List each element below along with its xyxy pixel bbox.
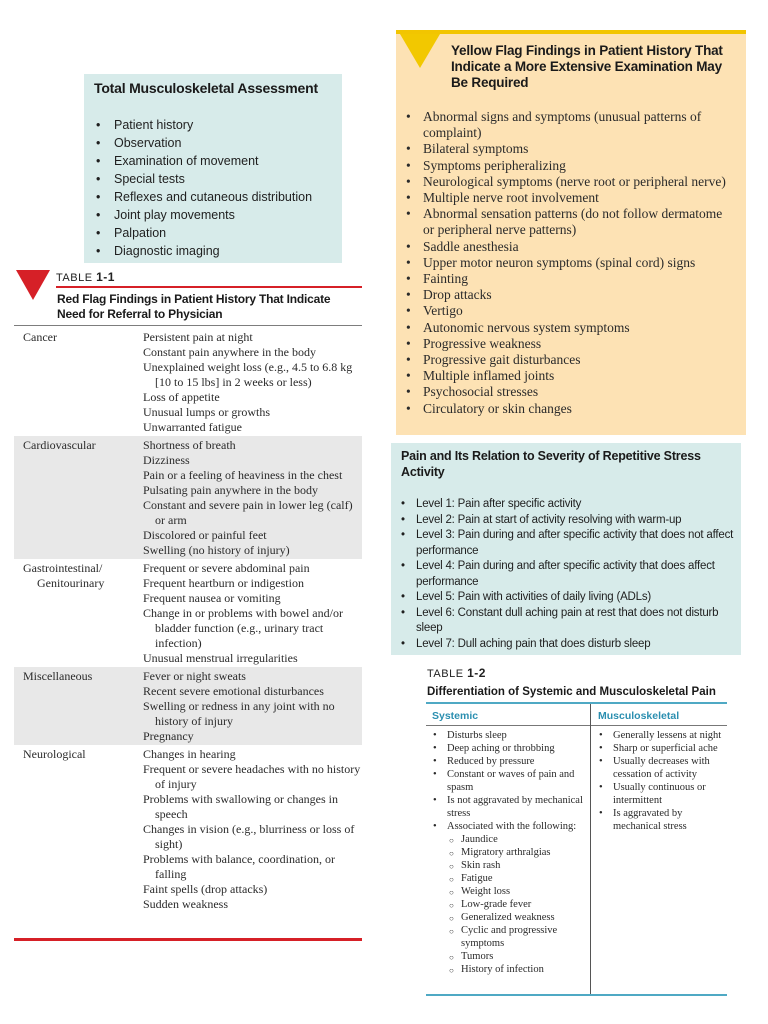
list-item: • Neurological symptoms (nerve root or peripheral nerve) bbox=[406, 174, 736, 190]
finding-list bbox=[143, 559, 362, 667]
list-item: • Abnormal sensation patterns (do not follow dermatome or peripheral nerve patterns) bbox=[406, 206, 736, 238]
list-item: • Autonomic nervous system symptoms bbox=[406, 320, 736, 336]
list-item: • Saddle anesthesia bbox=[406, 239, 736, 255]
yellow-flag-rule bbox=[396, 30, 746, 34]
list-item: • Palpation bbox=[94, 224, 332, 242]
finding-item: Pulsating pain anywhere in the body bbox=[143, 483, 318, 497]
total-assessment-title: Total Musculoskeletal Assessment bbox=[94, 80, 318, 96]
associated-symptoms-list bbox=[447, 833, 588, 976]
list-item: • Reflexes and cutaneous distribution bbox=[94, 188, 332, 206]
list-item: • Is not aggravated by mechanical stress bbox=[432, 794, 588, 820]
finding-item: Constant and severe pain in lower leg (calf) or arm bbox=[143, 498, 353, 527]
category-label: Cancer bbox=[23, 330, 57, 344]
list-item: • Drop attacks bbox=[406, 287, 736, 303]
systemic-list bbox=[432, 729, 588, 976]
table-row-gastrointestinal bbox=[14, 559, 362, 667]
finding-item: Change in or problems with bowel and/or bladder function (e.g., urinary tract infection) bbox=[143, 606, 343, 650]
finding-item: Frequent heartburn or indigestion bbox=[143, 576, 304, 590]
finding-item: Swelling or redness in any joint with no history of injury bbox=[143, 699, 335, 728]
pain-severity-title: Pain and Its Relation to Severity of Repetitive Stress Activity bbox=[401, 449, 701, 479]
list-item: • Symptoms peripheralizing bbox=[406, 158, 736, 174]
musculoskeletal-list bbox=[598, 729, 726, 833]
category-label: Cardiovascular bbox=[23, 438, 96, 452]
list-item: • Level 2: Pain at start of activity resolving with warm-up bbox=[400, 513, 740, 529]
list-item: • Circulatory or skin changes bbox=[406, 401, 736, 417]
list-item: • Disturbs sleep bbox=[432, 729, 588, 742]
finding-item: Unusual menstrual irregularities bbox=[143, 651, 298, 665]
list-item: • Level 5: Pain with activities of daily living (ADLs) bbox=[400, 590, 740, 606]
list-item: • Progressive gait disturbances bbox=[406, 352, 736, 368]
sub-list-item: ○ Migratory arthralgias bbox=[447, 846, 588, 859]
list-item: • Sharp or superficial ache bbox=[598, 742, 726, 755]
sub-list-item: ○ Skin rash bbox=[447, 859, 588, 872]
table-1-1-rule bbox=[56, 286, 362, 288]
list-item: • Usually continuous or intermittent bbox=[598, 781, 726, 807]
table-row-cancer bbox=[14, 328, 362, 436]
list-item: • Level 1: Pain after specific activity bbox=[400, 497, 740, 513]
table-1-2-label bbox=[427, 666, 486, 680]
finding-item: Persistent pain at night bbox=[143, 330, 253, 344]
table-1-2-top-rule bbox=[426, 702, 727, 704]
finding-item: Changes in vision (e.g., blurriness or loss of sight) bbox=[143, 822, 355, 851]
table-label-prefix: TABLE bbox=[427, 668, 464, 680]
sub-list-item: ○ History of infection bbox=[447, 963, 588, 976]
table-1-1-label bbox=[56, 270, 115, 284]
yellow-flag-title: Yellow Flag Findings in Patient History That Indicate a More Extensive Examination May Be Required bbox=[451, 43, 723, 90]
yellow-flag-box bbox=[396, 30, 746, 435]
finding-item: Frequent nausea or vomiting bbox=[143, 591, 281, 605]
yellow-flag-triangle-icon bbox=[400, 34, 440, 68]
list-item: • Multiple inflamed joints bbox=[406, 368, 736, 384]
musculoskeletal-column-header: Musculoskeletal bbox=[598, 710, 680, 722]
list-item: • Fainting bbox=[406, 271, 736, 287]
table-label-number: 1-2 bbox=[467, 666, 486, 680]
finding-item: Constant pain anywhere in the body bbox=[143, 345, 316, 359]
table-1-2-title: Differentiation of Systemic and Musculoskeletal Pain bbox=[427, 686, 716, 698]
table-1-2-header-rule bbox=[426, 725, 727, 726]
finding-list bbox=[143, 667, 362, 745]
sub-list-item: ○ Tumors bbox=[447, 950, 588, 963]
list-item: • Progressive weakness bbox=[406, 336, 736, 352]
list-item: • Generally lessens at night bbox=[598, 729, 726, 742]
list-item bbox=[432, 820, 588, 976]
list-item: • Observation bbox=[94, 134, 332, 152]
list-item: • Reduced by pressure bbox=[432, 755, 588, 768]
finding-item: Pregnancy bbox=[143, 729, 194, 743]
table-1-1-title: Red Flag Findings in Patient History That Indicate Need for Referral to Physician bbox=[57, 292, 331, 321]
sub-list-item: ○ Cyclic and progressive symptoms bbox=[447, 924, 588, 950]
table-label-number: 1-1 bbox=[96, 270, 115, 284]
finding-item: Frequent or severe abdominal pain bbox=[143, 561, 310, 575]
category-label: Neurological bbox=[23, 747, 86, 761]
finding-item: Unwarranted fatigue bbox=[143, 420, 242, 434]
table-row-neurological bbox=[14, 745, 362, 913]
table-row-cardiovascular bbox=[14, 436, 362, 559]
finding-item: Pain or a feeling of heaviness in the chest bbox=[143, 468, 343, 482]
finding-item: Problems with balance, coordination, or falling bbox=[143, 852, 335, 881]
finding-list bbox=[143, 436, 362, 559]
systemic-column-header: Systemic bbox=[432, 710, 479, 722]
list-item: • Patient history bbox=[94, 116, 332, 134]
list-item: • Level 3: Pain during and after specific activity that does not affect performance bbox=[400, 528, 740, 559]
finding-item: Swelling (no history of injury) bbox=[143, 543, 290, 557]
list-item-text: Associated with the following: bbox=[447, 821, 577, 832]
list-item: • Joint play movements bbox=[94, 206, 332, 224]
list-item: • Constant or waves of pain and spasm bbox=[432, 768, 588, 794]
finding-item: Changes in hearing bbox=[143, 747, 236, 761]
finding-item: Fever or night sweats bbox=[143, 669, 246, 683]
list-item: • Usually decreases with cessation of activity bbox=[598, 755, 726, 781]
finding-item: Recent severe emotional disturbances bbox=[143, 684, 324, 698]
table-1-1-body bbox=[14, 328, 362, 913]
finding-item: Loss of appetite bbox=[143, 390, 220, 404]
category-label-line: Gastrointestinal/ bbox=[23, 561, 103, 575]
category-label: Miscellaneous bbox=[23, 669, 93, 683]
total-assessment-box bbox=[84, 74, 342, 263]
list-item: • Is aggravated by mechanical stress bbox=[598, 807, 726, 833]
finding-item: Unexplained weight loss (e.g., 4.5 to 6.8 kg [10 to 15 lbs] in 2 weeks or less) bbox=[143, 360, 353, 389]
sub-list-item: ○ Weight loss bbox=[447, 885, 588, 898]
finding-list bbox=[143, 745, 362, 913]
list-item: • Special tests bbox=[94, 170, 332, 188]
finding-item: Dizziness bbox=[143, 453, 190, 467]
table-1-1-top-border bbox=[14, 325, 362, 326]
table-1-2-column-divider bbox=[590, 704, 591, 995]
pain-severity-list bbox=[400, 497, 740, 652]
finding-item: Faint spells (drop attacks) bbox=[143, 882, 268, 896]
red-flag-triangle-icon bbox=[16, 270, 50, 300]
category-label bbox=[23, 561, 138, 591]
list-item: • Vertigo bbox=[406, 303, 736, 319]
table-1-1-bottom-rule bbox=[14, 938, 362, 941]
finding-item: Problems with swallowing or changes in speech bbox=[143, 792, 338, 821]
sub-list-item: ○ Generalized weakness bbox=[447, 911, 588, 924]
list-item: • Abnormal signs and symptoms (unusual patterns of complaint) bbox=[406, 109, 736, 141]
finding-list bbox=[143, 328, 362, 436]
total-assessment-list bbox=[94, 116, 332, 260]
list-item: • Diagnostic imaging bbox=[94, 242, 332, 260]
list-item: • Level 4: Pain during and after specific activity that does affect performance bbox=[400, 559, 740, 590]
list-item: • Deep aching or throbbing bbox=[432, 742, 588, 755]
category-label-line: Genitourinary bbox=[37, 576, 105, 590]
list-item: • Examination of movement bbox=[94, 152, 332, 170]
sub-list-item: ○ Jaundice bbox=[447, 833, 588, 846]
list-item: • Multiple nerve root involvement bbox=[406, 190, 736, 206]
table-row-miscellaneous bbox=[14, 667, 362, 745]
list-item: • Bilateral symptoms bbox=[406, 141, 736, 157]
sub-list-item: ○ Low-grade fever bbox=[447, 898, 588, 911]
table-1-2-bottom-rule bbox=[426, 994, 727, 996]
list-item: • Level 6: Constant dull aching pain at rest that does not disturb sleep bbox=[400, 606, 740, 637]
list-item: • Level 7: Dull aching pain that does disturb sleep bbox=[400, 637, 740, 653]
finding-item: Sudden weakness bbox=[143, 897, 228, 911]
pain-severity-box bbox=[391, 443, 741, 655]
list-item: • Psychosocial stresses bbox=[406, 384, 736, 400]
finding-item: Shortness of breath bbox=[143, 438, 236, 452]
list-item: • Upper motor neuron symptoms (spinal cord) signs bbox=[406, 255, 736, 271]
sub-list-item: ○ Fatigue bbox=[447, 872, 588, 885]
table-label-prefix: TABLE bbox=[56, 272, 93, 284]
yellow-flag-list bbox=[406, 109, 736, 417]
finding-item: Unusual lumps or growths bbox=[143, 405, 270, 419]
finding-item: Frequent or severe headaches with no history of injury bbox=[143, 762, 361, 791]
finding-item: Discolored or painful feet bbox=[143, 528, 267, 542]
